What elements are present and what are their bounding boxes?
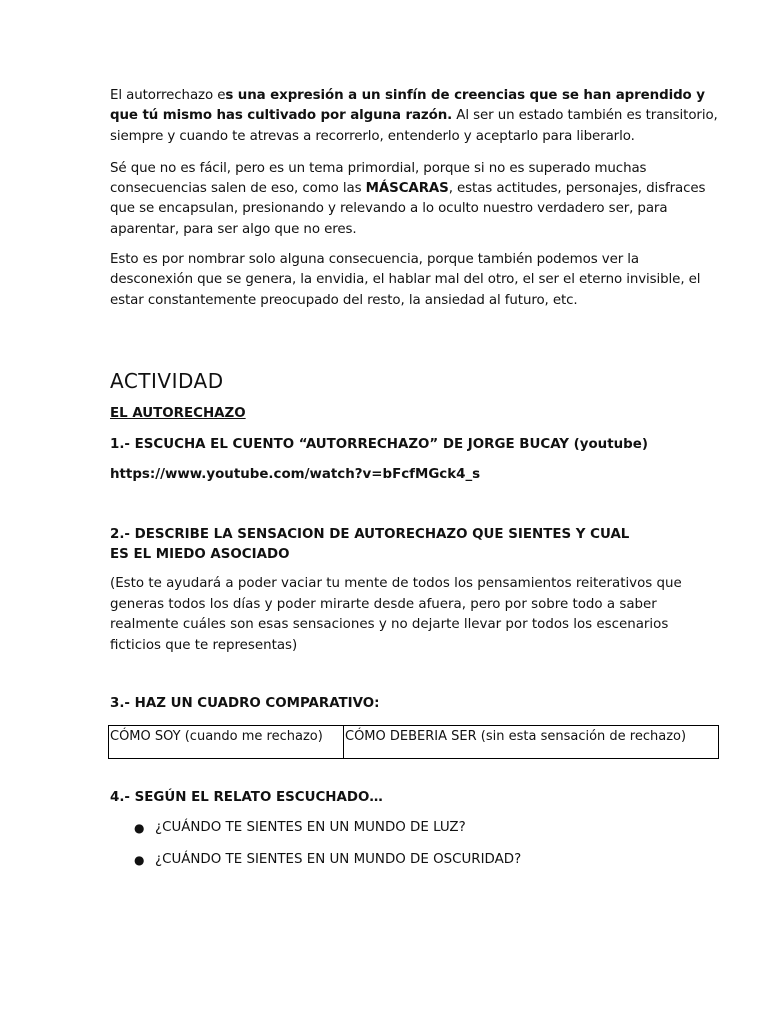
activity-subtitle: EL AUTORECHAZO bbox=[110, 406, 246, 421]
p1-lead: El autorrechazo e bbox=[110, 88, 226, 103]
paragraph-2 bbox=[110, 159, 720, 240]
youtube-link[interactable]: https://www.youtube.com/watch?v=bFcfMGck4_s bbox=[110, 467, 481, 482]
question-3: 3.- HAZ UN CUADRO COMPARATIVO: bbox=[110, 696, 380, 711]
question-2-description: (Esto te ayudará a poder vaciar tu mente de todos los pensamientos reiterativos que generas todos los días y poder mirarte desde afuera, pero por sobre todo a saber realmente cuáles son esas sensaciones y no dejarte llevar por todos los escenarios ficticios que te representas) bbox=[110, 576, 682, 653]
intro-text bbox=[110, 86, 720, 311]
paragraph-3: Esto es por nombrar solo alguna consecuencia, porque también podemos ver la desconexión que se genera, la envidia, el hablar mal del otro, el ser el eterno invisible, el estar constantemente preocupado del resto, la ansiedad al futuro, etc. bbox=[110, 252, 701, 308]
question-4-list bbox=[110, 818, 521, 882]
p2-lead: Sé que no es fácil, pero es un tema primordial, porque si no es superado muchas consecuencias salen de eso, como las bbox=[110, 160, 647, 197]
list-item bbox=[134, 850, 522, 870]
p2-bold: MÁSCARAS bbox=[365, 181, 449, 197]
table-cell-como-soy[interactable]: CÓMO SOY (cuando me rechazo) bbox=[109, 726, 344, 759]
question-4: 4.- SEGÚN EL RELATO ESCUCHADO… bbox=[110, 790, 383, 805]
paragraph-1 bbox=[110, 86, 720, 147]
p1-tail: Al ser un estado también es transitorio, siempre y cuando te atrevas a recorrerlo, entenderlo y aceptarlo para liberarlo. bbox=[110, 108, 718, 144]
comparison-table bbox=[108, 725, 719, 759]
question-1: 1.- ESCUCHA EL CUENTO “AUTORRECHAZO” DE JORGE BUCAY (youtube) bbox=[110, 437, 648, 452]
bullet-icon: ● bbox=[134, 853, 145, 867]
activity-title: ACTIVIDAD bbox=[110, 369, 224, 393]
list-item-text: ¿CUÁNDO TE SIENTES EN UN MUNDO DE OSCURIDAD? bbox=[155, 852, 522, 867]
table-cell-como-deberia-ser[interactable]: CÓMO DEBERIA SER (sin esta sensación de rechazo) bbox=[344, 726, 719, 759]
question-2-line-1: 2.- DESCRIBE LA SENSACION DE AUTORECHAZO QUE SIENTES Y CUAL bbox=[110, 527, 630, 542]
p1-bold: s una expresión a un sinfín de creencias que se han aprendido y que tú mismo has cultivado por alguna razón. bbox=[110, 88, 705, 124]
list-item bbox=[134, 818, 521, 838]
list-item-text: ¿CUÁNDO TE SIENTES EN UN MUNDO DE LUZ? bbox=[155, 820, 466, 835]
table-row bbox=[109, 726, 719, 759]
question-2-line-2: ES EL MIEDO ASOCIADO bbox=[110, 547, 290, 562]
p2-tail: , estas actitudes, personajes, disfraces que se encapsulan, presionando y relevando a lo oculto nuestro verdadero ser, para aparentar, para ser algo que no eres. bbox=[110, 181, 706, 237]
bullet-icon: ● bbox=[134, 821, 145, 835]
